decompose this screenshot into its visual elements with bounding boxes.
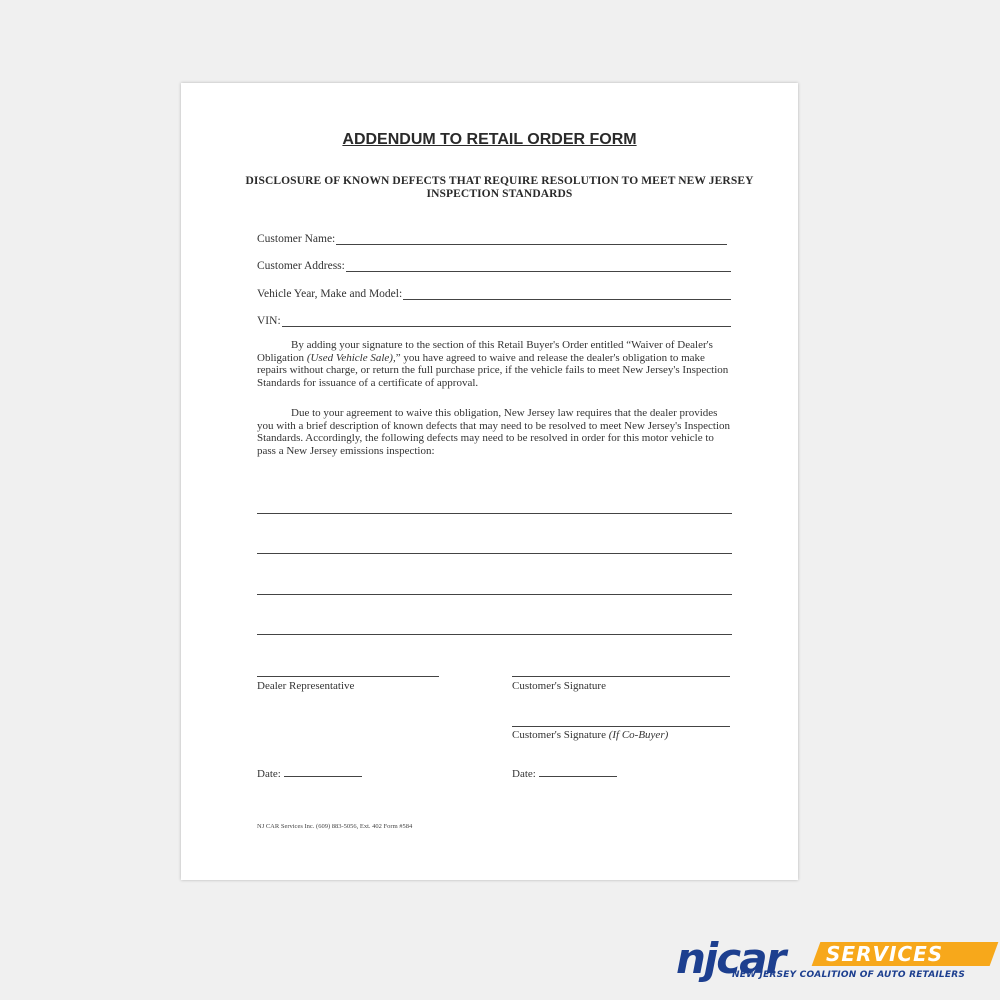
defect-line[interactable] [257, 553, 732, 554]
cobuyer-signature-label: Customer's Signature (If Co-Buyer) [512, 729, 669, 741]
vehicle-line [403, 287, 731, 300]
defect-line[interactable] [257, 513, 732, 514]
waiver-paragraph: By adding your signature to the section of this Retail Buyer's Order entitled “Waiver of Dealer's Obligation (Used Vehicle Sale),” you have agreed to waive and release the dealer's obligation to make repairs without charge, or return the full purchase price, if the vehicle fails to meet New Jersey's Inspection Standards for issuance of a certificate of approval. [257, 339, 729, 389]
dealer-rep-label: Dealer Representative [257, 680, 355, 692]
customer-address-field[interactable] [257, 256, 731, 272]
vin-label: VIN: [257, 315, 281, 327]
logo-services-text: SERVICES [826, 942, 944, 966]
vehicle-field[interactable] [257, 284, 731, 300]
date-label: Date: [512, 768, 536, 780]
disclosure-paragraph: Due to your agreement to waive this obligation, New Jersey law requires that the dealer provides you with a brief description of known defects that may need to be resolved to meet New Jersey's Inspection Standards. Accordingly, the following defects may need to be resolved in order for this motor vehicle to pass a New Jersey emissions inspection: [257, 407, 731, 457]
date-line [539, 766, 617, 777]
cobuyer-signature-line[interactable] [512, 726, 730, 727]
njcar-services-logo [676, 934, 996, 986]
customer-date-field[interactable] [512, 766, 617, 780]
dealer-date-field[interactable] [257, 766, 362, 780]
form-footer: NJ CAR Services Inc. (609) 883-5056, Ext. 402 Form #584 [257, 823, 413, 830]
date-line [284, 766, 362, 777]
customer-name-field[interactable] [257, 229, 727, 245]
form-subtitle: DISCLOSURE OF KNOWN DEFECTS THAT REQUIRE RESOLUTION TO MEET NEW JERSEY INSPECTION STANDARDS [245, 175, 754, 200]
vehicle-label: Vehicle Year, Make and Model: [257, 288, 403, 300]
defect-line[interactable] [257, 594, 732, 595]
defect-line[interactable] [257, 634, 732, 635]
dealer-signature-line[interactable] [257, 676, 439, 677]
customer-signature-line[interactable] [512, 676, 730, 677]
date-label: Date: [257, 768, 281, 780]
customer-name-label: Customer Name: [257, 233, 336, 245]
customer-name-line [336, 232, 727, 245]
vin-field[interactable] [257, 311, 731, 327]
vin-line [282, 314, 731, 327]
form-title: ADDENDUM TO RETAIL ORDER FORM [342, 131, 637, 148]
customer-address-label: Customer Address: [257, 260, 345, 272]
logo-tagline: NEW JERSEY COALITION OF AUTO RETAILERS [732, 970, 966, 980]
customer-address-line [346, 259, 731, 272]
customer-signature-label: Customer's Signature [512, 680, 606, 692]
form-sheet [181, 83, 798, 880]
logo-brand: njcar [676, 934, 785, 983]
